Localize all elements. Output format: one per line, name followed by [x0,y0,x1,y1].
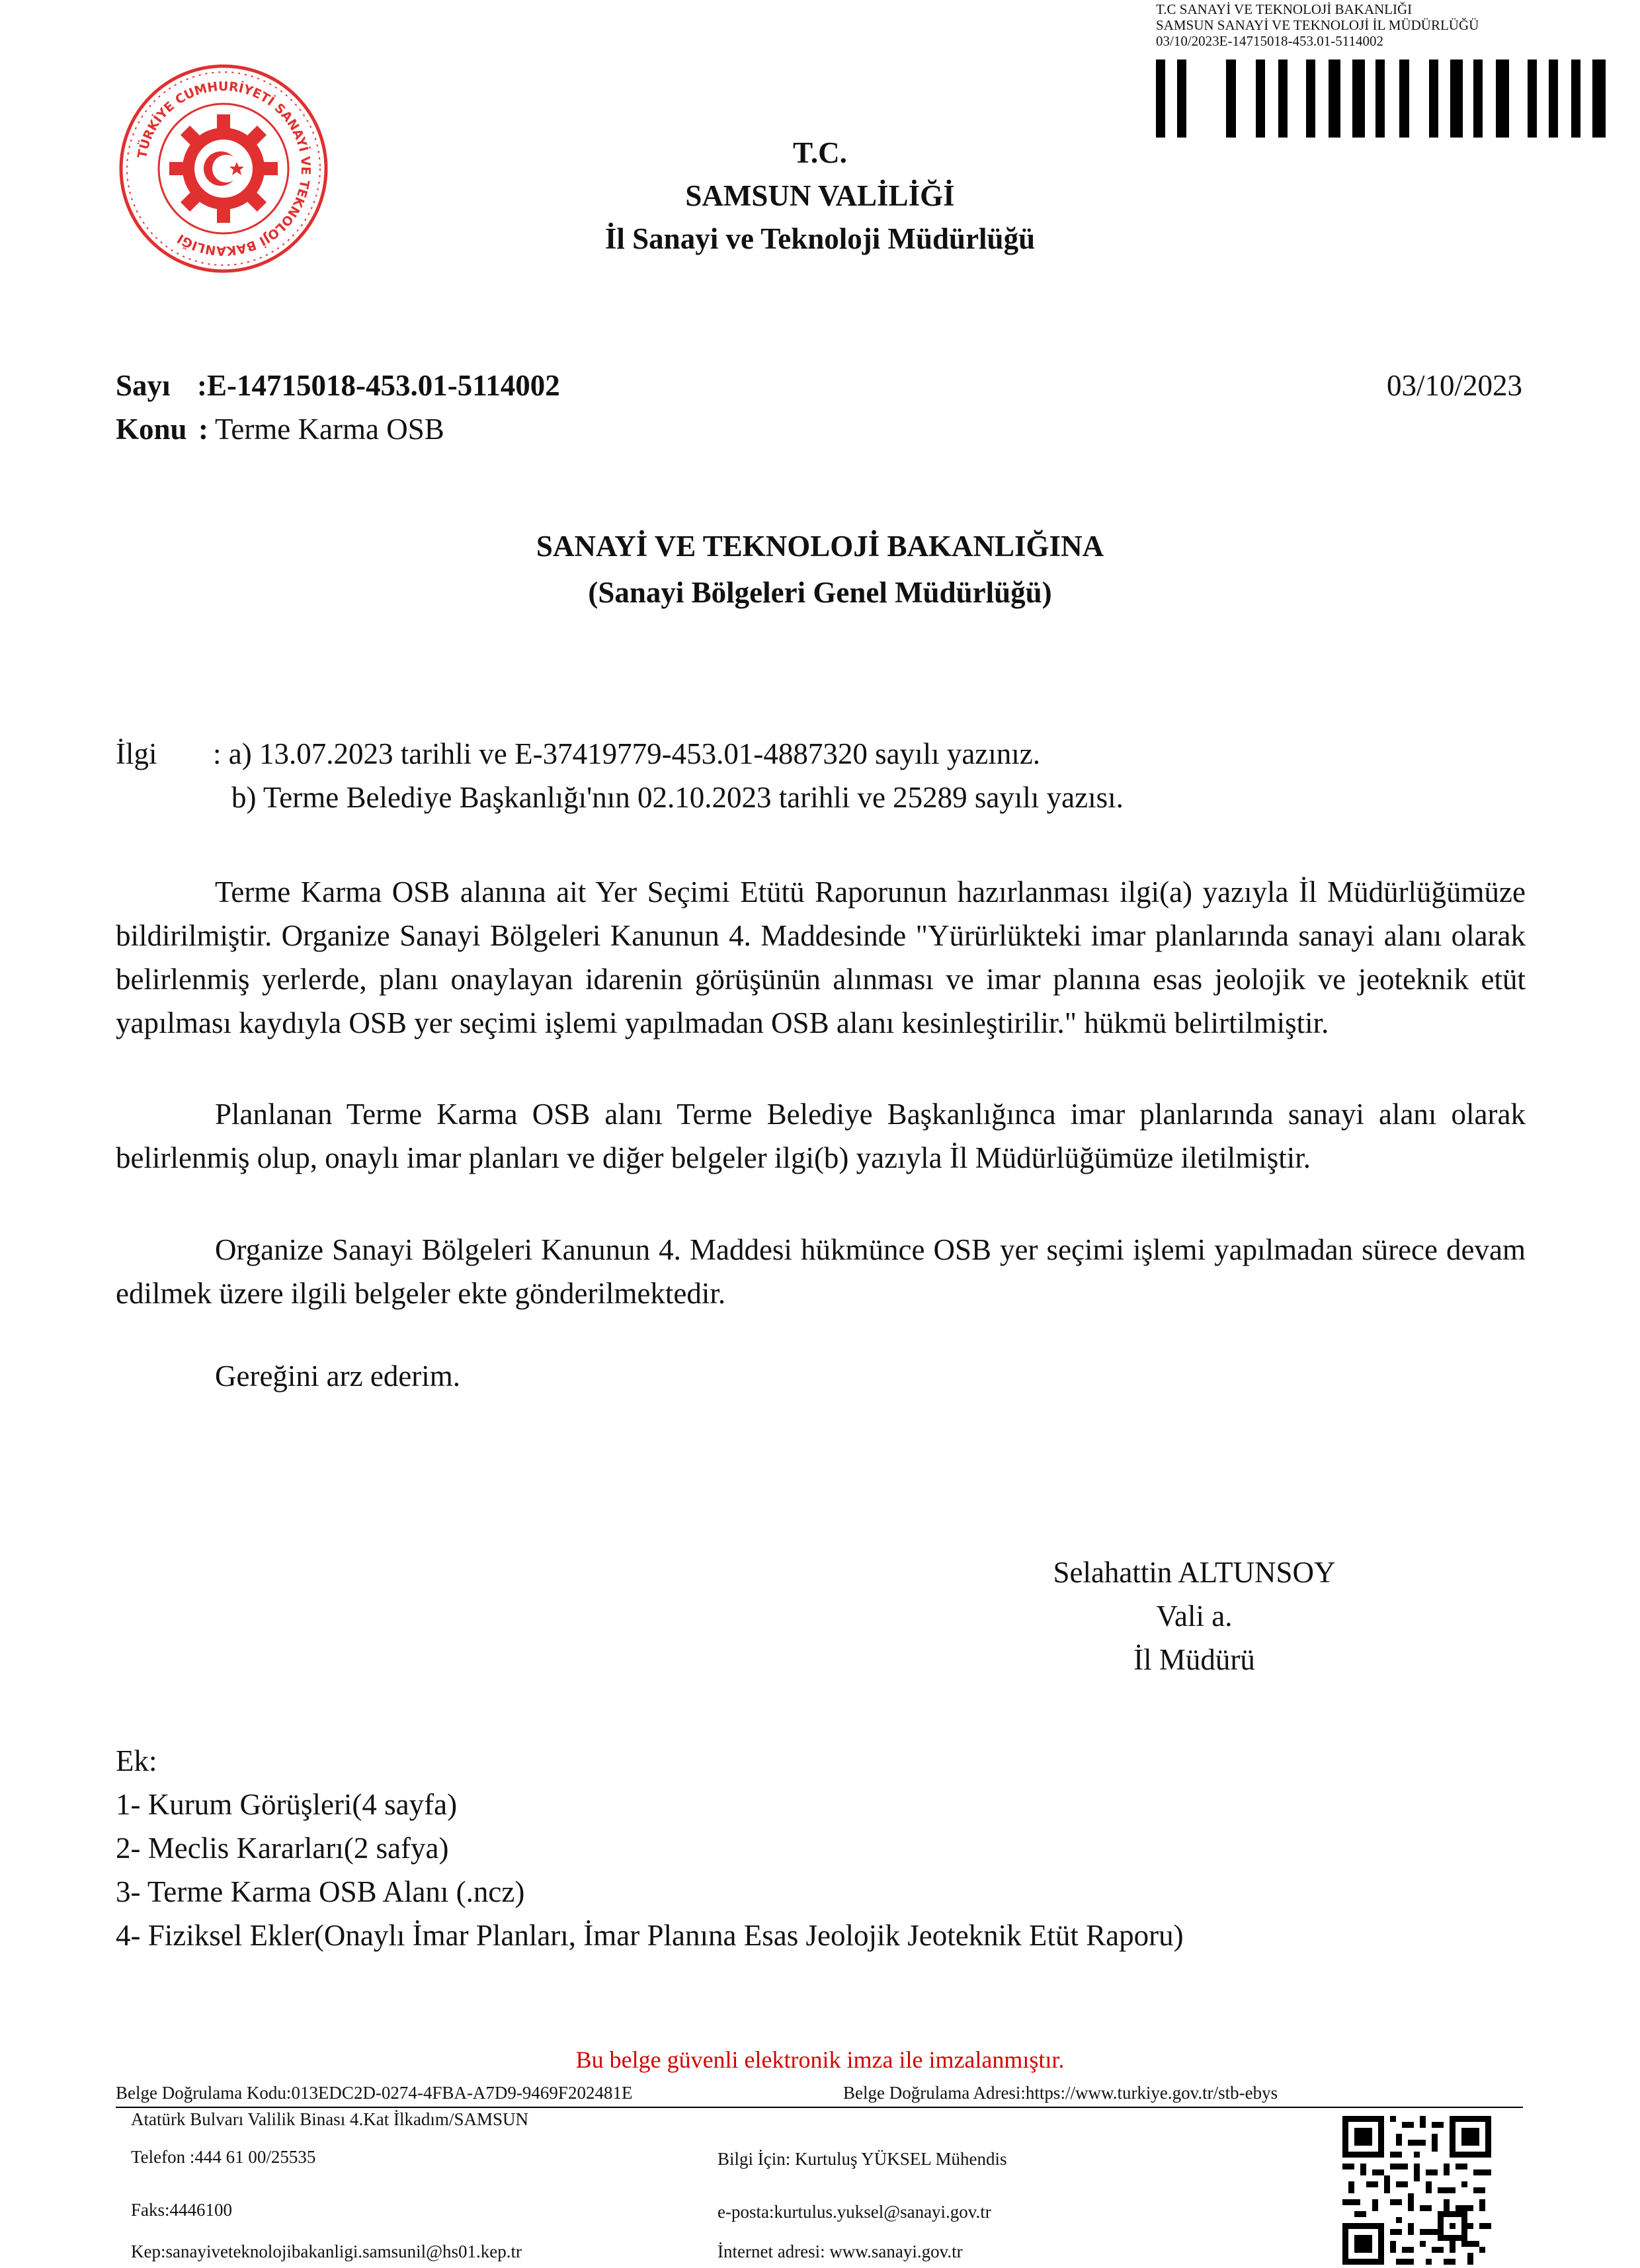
header-directorate: İl Sanayi ve Teknoloji Müdürlüğü [604,222,1036,255]
recipient-department: (Sanayi Bölgeleri Genel Müdürlüğü) [588,576,1052,609]
ilgi-label: İlgi [116,737,157,770]
konu-label: Konu [116,413,187,446]
ilgi-reference-a: : a) 13.07.2023 tarihli ve E-37419779-453.01-4887320 sayılı yazınız. [213,737,1041,770]
body-paragraph-2: Planlanan Terme Karma OSB alanı Terme Belediye Başkanlığınca imar planlarında sanayi alanı olarak belirlenmiş olup, onaylı imar planları ve diğer belgeler ilgi(b) yazıyla İl Müdürlüğümüze iletilmiştir. [116,1098,1526,1174]
recipient-ministry: SANAYİ VE TEKNOLOJİ BAKANLIĞINA [536,530,1104,563]
footer-phone: Telefon :444 61 00/25535 [131,2147,316,2167]
document-barcode [1156,60,1606,138]
sayi-value: :E-14715018-453.01-5114002 [197,369,560,402]
footer-fax: Faks:4446100 [131,2200,233,2220]
stamp-directorate-line: SAMSUN SANAYİ VE TEKNOLOJİ İL MÜDÜRLÜĞÜ [1156,17,1479,33]
header-tc: T.C. [793,136,847,169]
footer-address: Atatürk Bulvarı Valilik Binası 4.Kat İlkadım/SAMSUN [131,2109,528,2129]
sayi-label: Sayı [116,369,171,402]
seal-ring-text: TÜRKİYE CUMHURİYETİ SANAYİ VE TEKNOLOJİ BAKANLIĞI [135,79,313,259]
signatory-title-2: İl Müdürü [1133,1643,1255,1676]
footer-email: e-posta:kurtulus.yuksel@sanayi.gov.tr [718,2202,991,2222]
document-date: 03/10/2023 [1386,369,1522,402]
footer-kep: Kep:sanayiveteknolojibakanligi.samsunil@hs01.kep.tr [131,2242,522,2261]
konu-value: Terme Karma OSB [215,413,444,446]
footer-website: İnternet adresi: www.sanayi.gov.tr [718,2242,963,2261]
verification-code: Belge Doğrulama Kodu:013EDC2D-0274-4FBA-A7D9-9469F202481E [116,2083,633,2103]
footer-contact-person: Bilgi İçin: Kurtuluş YÜKSEL Mühendis [718,2149,1007,2169]
konu-colon: : [198,413,208,446]
signatory-title-1: Vali a. [1156,1600,1233,1633]
e-signature-note: Bu belge güvenli elektronik imza ile imzalanmıştır. [575,2046,1065,2073]
attachment-item: 1- Kurum Görüşleri(4 sayfa) [116,1788,458,1821]
attachment-item: 2- Meclis Kararları(2 safya) [116,1832,449,1865]
verification-qr-code [1342,2116,1491,2265]
stamp-number-line: 03/10/2023E-14715018-453.01-5114002 [1156,33,1383,49]
body-paragraph-3: Organize Sanayi Bölgeleri Kanunun 4. Maddesi hükmünce OSB yer seçimi işlemi yapılmadan sürece devam edilmek üzere ilgili belgeler ekte gönderilmektedir. [116,1233,1526,1310]
stamp-ministry-line: T.C SANAYİ VE TEKNOLOJİ BAKANLIĞI [1156,1,1413,17]
ilgi-reference-b: b) Terme Belediye Başkanlığı'nın 02.10.2023 tarihli ve 25289 sayılı yazısı. [231,781,1124,814]
body-paragraph-1: Terme Karma OSB alanına ait Yer Seçimi Etütü Raporunun hazırlanması ilgi(a) yazıyla İl Müdürlüğümüze bildirilmiştir. Organize Sanayi Bölgeleri Kanunun 4. Maddesinde "Yürürlükteki imar planlarında sanayi alanı olarak belirlenmiş yerlerde, planı onaylayan idarenin görüşünün alınması ve imar planına esas jeolojik ve jeoteknik etüt yapılması kaydıyla OSB yer seçimi işlemi yapılmadan OSB alanı kesinleştirilir." hükmü belirtilmiştir. [116,875,1526,1039]
closing-phrase: Gereğini arz ederim. [215,1359,461,1393]
attachments-label: Ek: [116,1744,157,1777]
attachment-item: 4- Fiziksel Ekler(Onaylı İmar Planları, İmar Planına Esas Jeolojik Jeoteknik Etüt Raporu) [116,1919,1184,1952]
verification-address: Belge Doğrulama Adresi:https://www.turkiye.gov.tr/stb-ebys [843,2083,1278,2103]
header-governorship: SAMSUN VALİLİĞİ [685,179,955,212]
attachment-item: 3- Terme Karma OSB Alanı (.ncz) [116,1875,525,1908]
signatory-name: Selahattin ALTUNSOY [1053,1556,1336,1589]
footer-divider [116,2107,1523,2108]
